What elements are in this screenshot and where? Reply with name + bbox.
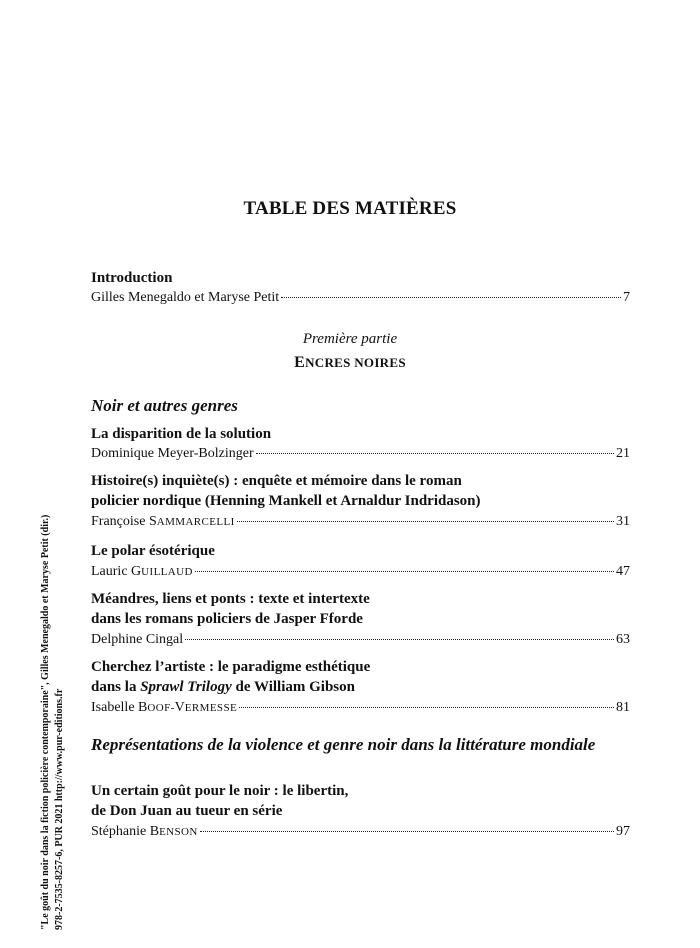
entry-author: Delphine Cingal — [91, 632, 184, 647]
dot-leader — [185, 639, 614, 640]
toc-entry-line[interactable] — [91, 562, 630, 582]
entry-author: Isabelle BOOF-VERMESSE — [91, 700, 238, 715]
entry-page-number: 97 — [616, 824, 630, 839]
section-heading: Représentations de la violence et genre noir dans la littérature mondiale — [91, 735, 596, 754]
entry-page-number: 63 — [616, 632, 630, 647]
side-note-line: "Le goût du noir dans la fiction policière contemporaine", Gilles Menegaldo et Maryse Petit (dir.) — [40, 514, 51, 930]
toc-entry-line[interactable] — [91, 698, 630, 718]
part-label: Première partie — [302, 331, 398, 347]
entry-page-number: 31 — [616, 514, 630, 529]
dot-leader — [281, 297, 621, 298]
toc-entry-line[interactable] — [91, 822, 630, 842]
entry-title: Un certain goût pour le noir : le libertin, — [91, 783, 349, 799]
entry-title: dans la Sprawl Trilogy de William Gibson — [91, 679, 355, 695]
entry-title: dans les romans policiers de Jasper Fforde — [91, 611, 363, 627]
entry-title: Le polar ésotérique — [91, 543, 215, 559]
dot-leader — [195, 571, 614, 572]
entry-title: La disparition de la solution — [91, 426, 272, 442]
entry-author: Lauric GUILLAUD — [91, 564, 193, 579]
entry-title: Méandres, liens et ponts : texte et intertexte — [91, 591, 370, 607]
entry-author: Françoise SAMMARCELLI — [91, 514, 235, 529]
entry-author: Gilles Menegaldo et Maryse Petit — [91, 290, 280, 305]
dot-leader — [200, 831, 614, 832]
entry-title: Cherchez l’artiste : le paradigme esthétique — [91, 659, 371, 675]
toc-entry-line[interactable] — [91, 288, 630, 308]
dot-leader — [256, 453, 614, 454]
toc-entry-line[interactable] — [91, 630, 630, 650]
section-heading: Noir et autres genres — [91, 396, 238, 415]
dot-leader — [239, 707, 614, 708]
part-title: ENCRES NOIRES — [294, 354, 406, 371]
toc-entry-line[interactable] — [91, 444, 630, 464]
entry-title: de Don Juan au tueur en série — [91, 803, 283, 819]
page-title: TABLE DES MATIÈRES — [243, 198, 457, 219]
entry-title: Histoire(s) inquiète(s) : enquête et mémoire dans le roman — [91, 473, 462, 489]
copyright-side-note — [39, 420, 67, 930]
entry-page-number: 7 — [623, 290, 630, 305]
toc-entry-line[interactable] — [91, 512, 630, 532]
entry-page-number: 81 — [616, 700, 630, 715]
entry-author: Stéphanie BENSON — [91, 824, 198, 839]
dot-leader — [237, 521, 614, 522]
entry-title: policier nordique (Henning Mankell et Arnaldur Indridason) — [91, 493, 481, 509]
entry-page-number: 47 — [616, 564, 630, 579]
introduction-title: Introduction — [91, 270, 173, 286]
entry-page-number: 21 — [616, 446, 630, 461]
entry-author: Dominique Meyer-Bolzinger — [91, 446, 254, 461]
side-note-line: 978-2-7535-8257-6, PUR 2021 http://www.pur-editions.fr — [54, 688, 65, 930]
